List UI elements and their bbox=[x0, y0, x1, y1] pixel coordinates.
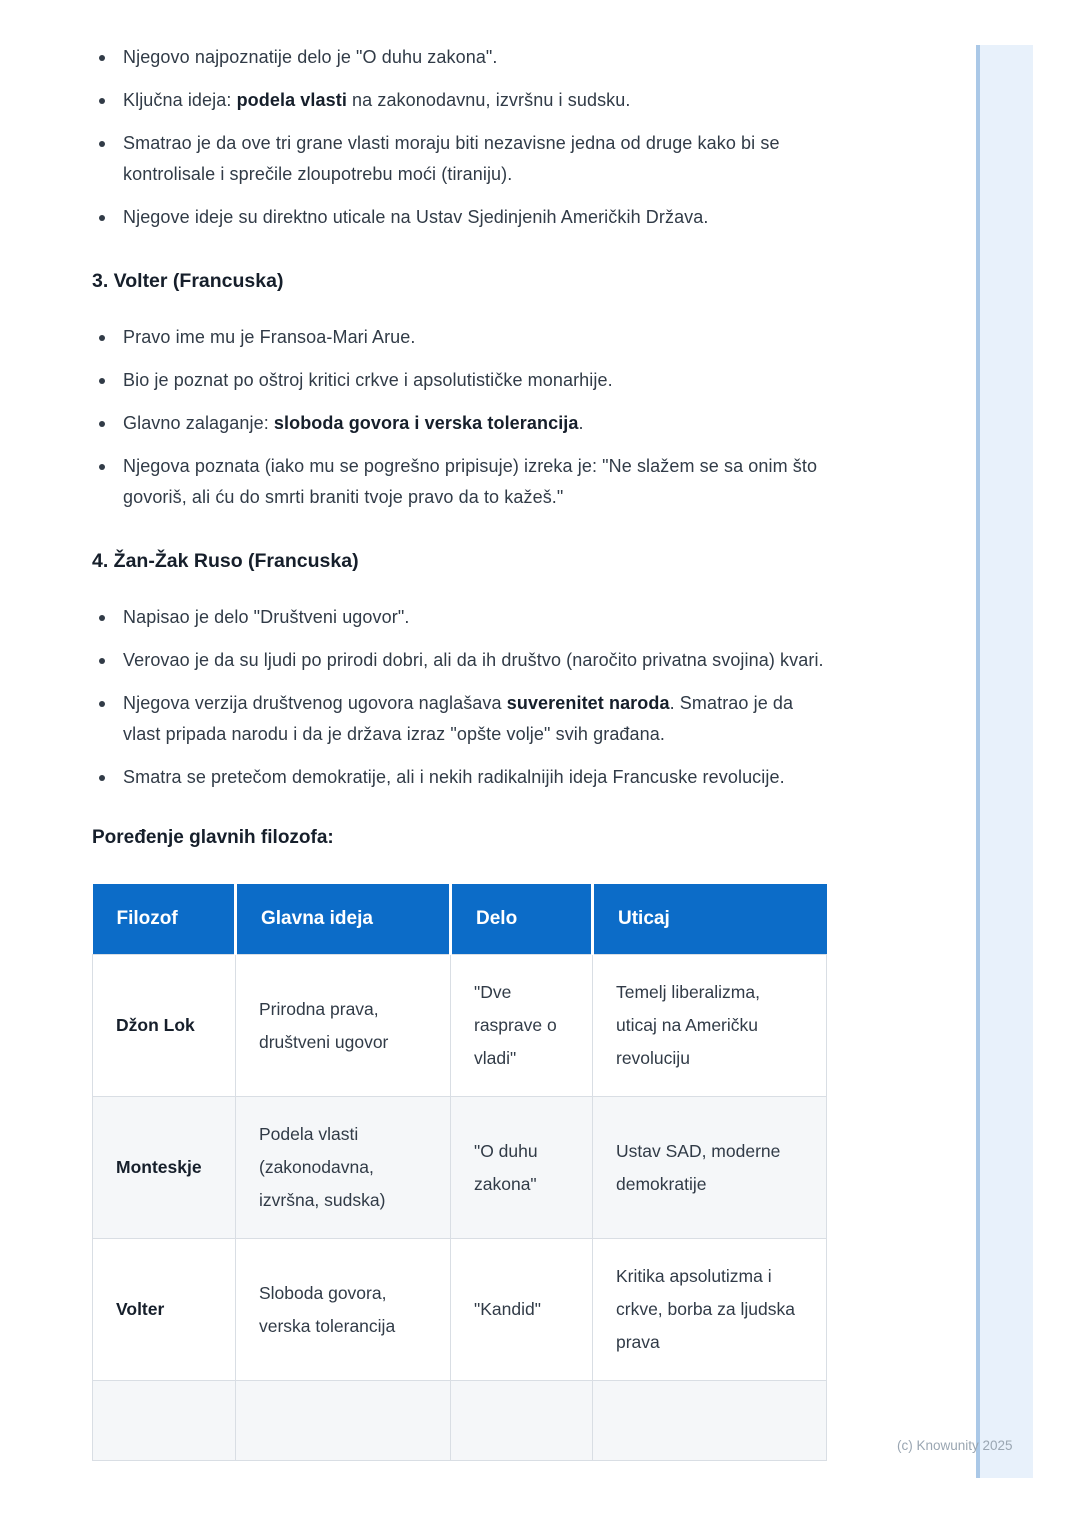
column-header-filozof: Filozof bbox=[93, 884, 236, 955]
page-edge-highlight-bar bbox=[976, 45, 1033, 1478]
cell-philosopher: Monteskje bbox=[93, 1097, 236, 1239]
cell-influence: Ustav SAD, moderne demokratije bbox=[593, 1097, 827, 1239]
bold-text: sloboda govora i verska tolerancija bbox=[273, 413, 579, 433]
table-row-cutoff bbox=[93, 1381, 827, 1461]
list-item: Ključna ideja: podela vlasti na zakonodavnu, izvršnu i sudsku. bbox=[92, 85, 829, 116]
ruso-bullet-list bbox=[92, 602, 829, 793]
section-heading-volter: 3. Volter (Francuska) bbox=[92, 270, 284, 292]
cell-work: "Dve rasprave o vladi" bbox=[451, 955, 593, 1097]
list-item: Njegova verzija društvenog ugovora naglašava suverenitet naroda. Smatrao je da vlast pripada narodu i da je država izraz "opšte volje" svih građana. bbox=[92, 688, 829, 750]
table-row bbox=[93, 955, 827, 1097]
cell-work: "Kandid" bbox=[451, 1239, 593, 1381]
list-item: Njegovo najpoznatije delo je "O duhu zakona". bbox=[92, 42, 829, 73]
table-header-row bbox=[93, 884, 827, 955]
cell-idea: Podela vlasti (zakonodavna, izvršna, sudska) bbox=[236, 1097, 451, 1239]
cell-idea: Sloboda govora, verska tolerancija bbox=[236, 1239, 451, 1381]
cell-influence: Kritika apsolutizma i crkve, borba za ljudska prava bbox=[593, 1239, 827, 1381]
list-item: Smatra se pretečom demokratije, ali i nekih radikalnijih ideja Francuske revolucije. bbox=[92, 762, 829, 793]
column-header-delo: Delo bbox=[451, 884, 593, 955]
watermark: (c) Knowunity 2025 bbox=[897, 1438, 1013, 1453]
column-header-uticaj: Uticaj bbox=[593, 884, 827, 955]
cell-philosopher: Džon Lok bbox=[93, 955, 236, 1097]
list-item: Glavno zalaganje: sloboda govora i verska tolerancija. bbox=[92, 408, 829, 439]
list-item: Njegove ideje su direktno uticale na Ustav Sjedinjenih Američkih Država. bbox=[92, 202, 829, 233]
volter-bullet-list bbox=[92, 322, 829, 513]
document-content bbox=[92, 42, 829, 1461]
table-row bbox=[93, 1097, 827, 1239]
cell-influence: Temelj liberalizma, uticaj na Američku revoluciju bbox=[593, 955, 827, 1097]
cell-philosopher: Volter bbox=[93, 1239, 236, 1381]
list-item: Verovao je da su ljudi po prirodi dobri, ali da ih društvo (naročito privatna svojina) kvari. bbox=[92, 645, 829, 676]
monteskje-bullet-list bbox=[92, 42, 829, 233]
philosophers-comparison-table bbox=[92, 884, 827, 1461]
bold-text: suverenitet naroda bbox=[506, 693, 670, 713]
comparison-heading: Poređenje glavnih filozofa: bbox=[92, 827, 334, 848]
cell-idea: Prirodna prava, društveni ugovor bbox=[236, 955, 451, 1097]
section-heading-ruso: 4. Žan-Žak Ruso (Francuska) bbox=[92, 550, 359, 572]
table-row bbox=[93, 1239, 827, 1381]
list-item: Napisao je delo "Društveni ugovor". bbox=[92, 602, 829, 633]
cell-work: "O duhu zakona" bbox=[451, 1097, 593, 1239]
list-item: Pravo ime mu je Fransoa-Mari Arue. bbox=[92, 322, 829, 353]
list-item: Smatrao je da ove tri grane vlasti moraju biti nezavisne jedna od druge kako bi se kontrolisale i sprečile zloupotrebu moći (tiraniju). bbox=[92, 128, 829, 190]
list-item: Njegova poznata (iako mu se pogrešno pripisuje) izreka je: "Ne slažem se sa onim što govoriš, ali ću do smrti braniti tvoje pravo da to kažeš." bbox=[92, 451, 829, 513]
bold-text: podela vlasti bbox=[236, 90, 347, 110]
list-item: Bio je poznat po oštroj kritici crkve i apsolutističke monarhije. bbox=[92, 365, 829, 396]
column-header-glavna-ideja: Glavna ideja bbox=[236, 884, 451, 955]
